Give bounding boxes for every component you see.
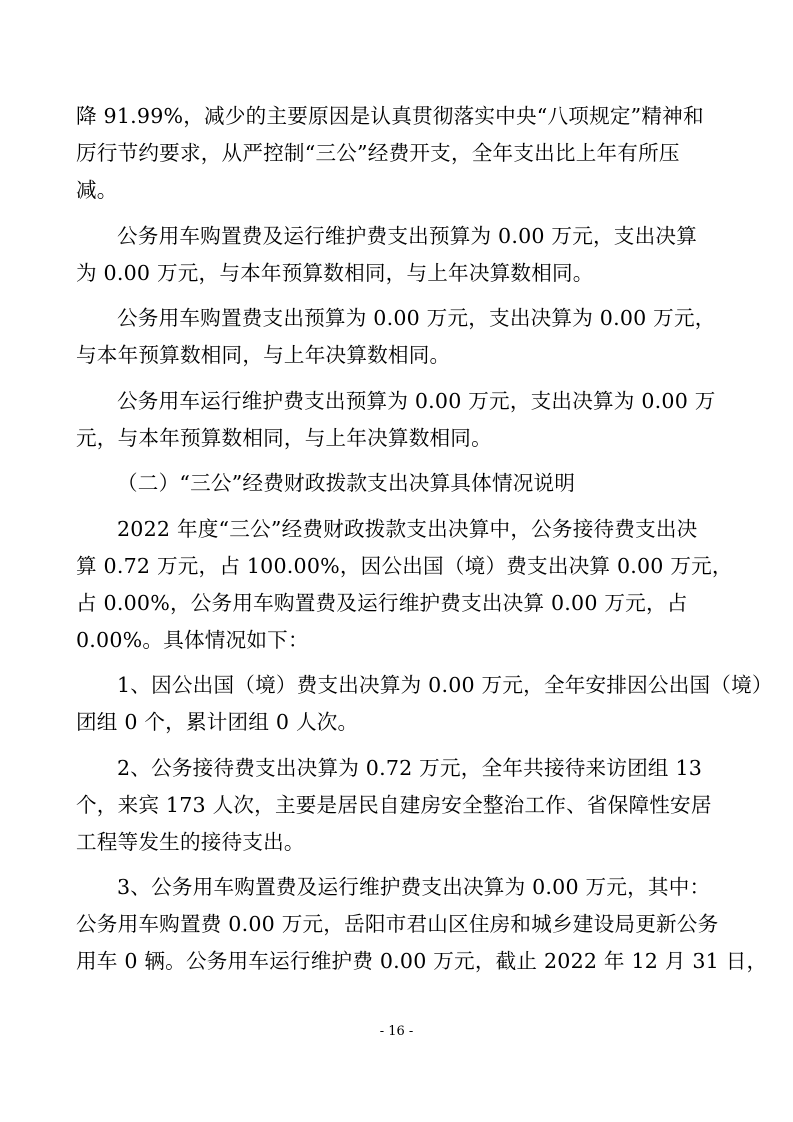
text-line: 个，来宾 173 人次，主要是居民自建房安全整治工作、省保障性安居 [76,792,712,817]
paragraph [76,300,724,374]
paragraph [76,218,724,292]
text-line: 工程等发生的接待支出。 [76,829,305,854]
text-line: 3、公务用车购置费及运行维护费支出决算为 0.00 万元，其中： [117,875,711,899]
text-line: 团组 0 个，累计团组 0 人次。 [76,710,359,734]
text-line: 0.00%。具体情况如下： [76,627,309,652]
text-line: 与本年预算数相同，与上年决算数相同。 [76,343,451,367]
paragraph [76,750,724,861]
text-line: 降 91.99%，减少的主要原因是认真贯彻落实中央“八项规定”精神和 [76,104,704,128]
text-line: 公务用车购置费及运行维护费支出预算为 0.00 万元，支出决算 [117,223,697,248]
text-line: 用车 0 辆。公务用车运行维护费 0.00 万元，截止 2022 年 12 月 31 日， [76,949,768,973]
paragraph [76,98,724,209]
text-line: 厉行节约要求，从严控制“三公”经费开支，全年支出比上年有所压 [76,141,680,165]
paragraph [76,667,773,741]
text-line: 1、因公出国（境）费支出决算为 0.00 万元，全年安排因公出国（境） [117,673,773,697]
page-body [76,98,773,980]
paragraph [76,383,724,457]
text-line: 元，与本年预算数相同，与上年决算数相同。 [76,425,492,450]
paragraph [76,511,733,659]
text-line: 减。 [76,178,118,202]
text-line: 公务用车购置费支出预算为 0.00 万元，支出决算为 0.00 万元， [117,306,716,330]
text-line: 公务用车购置费 0.00 万元，岳阳市君山区住房和城乡建设局更新公务 [76,912,719,936]
text-line: 占 0.00%，公务用车购置费及运行维护费支出决算 0.00 万元，占 [76,590,688,615]
text-line: 2、公务接待费支出决算为 0.72 万元，全年共接待来访团组 13 [117,755,703,780]
text-line: 算 0.72 万元，占 100.00%，因公出国（境）费支出决算 0.00 万元， [76,553,733,578]
text-line: 为 0.00 万元，与本年预算数相同，与上年决算数相同。 [76,260,594,285]
text-line: 2022 年度“三公”经费财政拨款支出决算中，公务接待费支出决 [117,516,698,541]
text-line: 公务用车运行维护费支出预算为 0.00 万元，支出决算为 0.00 万 [117,388,716,413]
paragraph [76,869,768,980]
page-number: - 16 - [379,1024,414,1039]
text-line: （二）“三公”经费财政拨款支出决算具体情况说明 [117,471,576,495]
section-heading [76,465,724,502]
